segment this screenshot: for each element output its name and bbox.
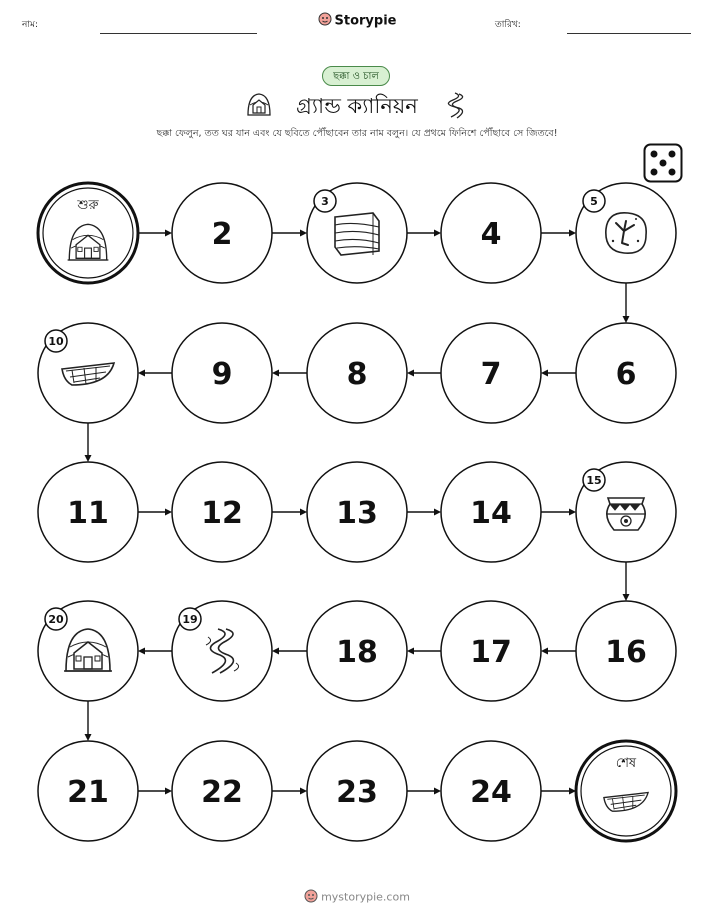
cell-number: 8 [346, 357, 368, 392]
cell-number-tag: 5 [590, 195, 598, 208]
board-cell [38, 601, 138, 701]
board-cell [172, 183, 272, 283]
board-cell [576, 601, 676, 701]
board-cell [576, 323, 676, 423]
cell-number: 4 [480, 217, 502, 252]
cell-number-tag: 19 [182, 613, 198, 626]
cell-number: 9 [211, 357, 233, 392]
pottery-icon [607, 498, 645, 530]
board-cell [307, 601, 407, 701]
path-arrow [541, 370, 576, 377]
cell-number: 14 [470, 496, 512, 531]
cell-number: 21 [67, 775, 109, 810]
board-cell [307, 183, 407, 283]
cell-number: 2 [211, 217, 233, 252]
cell-number: 16 [605, 635, 647, 670]
instructions: ছক্কা ফেলুন, তত ঘর যান এবং যে ছবিতে পৌঁছাবেন তার নাম বলুন। যে প্রথমে ফিনিশে পৌঁছাবে সে জিতবে! [156, 128, 558, 139]
cell-number: 22 [201, 775, 243, 810]
finish-cell [576, 741, 676, 841]
storypie-logo-icon [304, 889, 318, 906]
path-arrow [138, 788, 172, 795]
path-arrow [407, 648, 441, 655]
path-arrow [407, 509, 441, 516]
name-label: নাম: [22, 20, 39, 30]
cell-number: 23 [336, 775, 378, 810]
cell-number: 6 [615, 357, 637, 392]
game-type-badge: ছক্কা ও চাল [322, 66, 390, 86]
path-arrow [85, 701, 92, 741]
cell-number-tag: 20 [48, 613, 64, 626]
cell-number: 7 [480, 357, 502, 392]
board-cell [441, 323, 541, 423]
board-cell [441, 741, 541, 841]
path-arrow [272, 230, 307, 237]
cell-number: 18 [336, 635, 378, 670]
board-cell [172, 741, 272, 841]
board-cell [38, 741, 138, 841]
path-arrow [272, 648, 307, 655]
date-label: তারিখ: [495, 20, 521, 30]
board-cell [441, 601, 541, 701]
cell-number-tag: 10 [48, 335, 64, 348]
path-arrow [138, 370, 172, 377]
board-cell [307, 323, 407, 423]
cell-number: 24 [470, 775, 512, 810]
board-cell [38, 323, 138, 423]
rock-layers-icon [335, 213, 379, 255]
path-arrow [623, 562, 630, 601]
cell-number-tag: 3 [321, 195, 329, 208]
path-arrow [407, 788, 441, 795]
board-cell [172, 323, 272, 423]
path-arrow [541, 230, 576, 237]
board-cell [172, 462, 272, 562]
path-arrow [138, 230, 172, 237]
path-arrow [541, 788, 576, 795]
board-cell [307, 741, 407, 841]
path-arrow [272, 788, 307, 795]
start-cell [38, 183, 138, 283]
cell-number-tag: 15 [586, 474, 602, 487]
path-arrow [272, 509, 307, 516]
board-cell [441, 183, 541, 283]
path-arrow [138, 509, 172, 516]
footer-site[interactable]: mystorypie.com [321, 890, 410, 904]
path-arrow [407, 230, 441, 237]
board-cell [38, 462, 138, 562]
cell-number: 12 [201, 496, 243, 531]
path-arrow [272, 370, 307, 377]
board-cell [576, 462, 676, 562]
start-label: শুরু [77, 198, 99, 213]
path-arrow [138, 648, 172, 655]
path-arrow [85, 423, 92, 462]
board-cell [576, 183, 676, 283]
board-cell [441, 462, 541, 562]
page-title: গ্র্যান্ড ক্যানিয়ন [296, 94, 418, 118]
board-cell [307, 462, 407, 562]
path-arrow [541, 509, 576, 516]
finish-label: শেষ [615, 756, 637, 771]
fossil-footprint-icon [606, 213, 646, 253]
path-arrow [407, 370, 441, 377]
cell-number: 13 [336, 496, 378, 531]
path-arrow [623, 283, 630, 323]
cell-number: 11 [67, 496, 109, 531]
board-cell [172, 601, 272, 701]
brand-name: Storypie [334, 13, 397, 29]
footer [0, 889, 714, 906]
cell-number: 17 [470, 635, 512, 670]
path-arrow [541, 648, 576, 655]
